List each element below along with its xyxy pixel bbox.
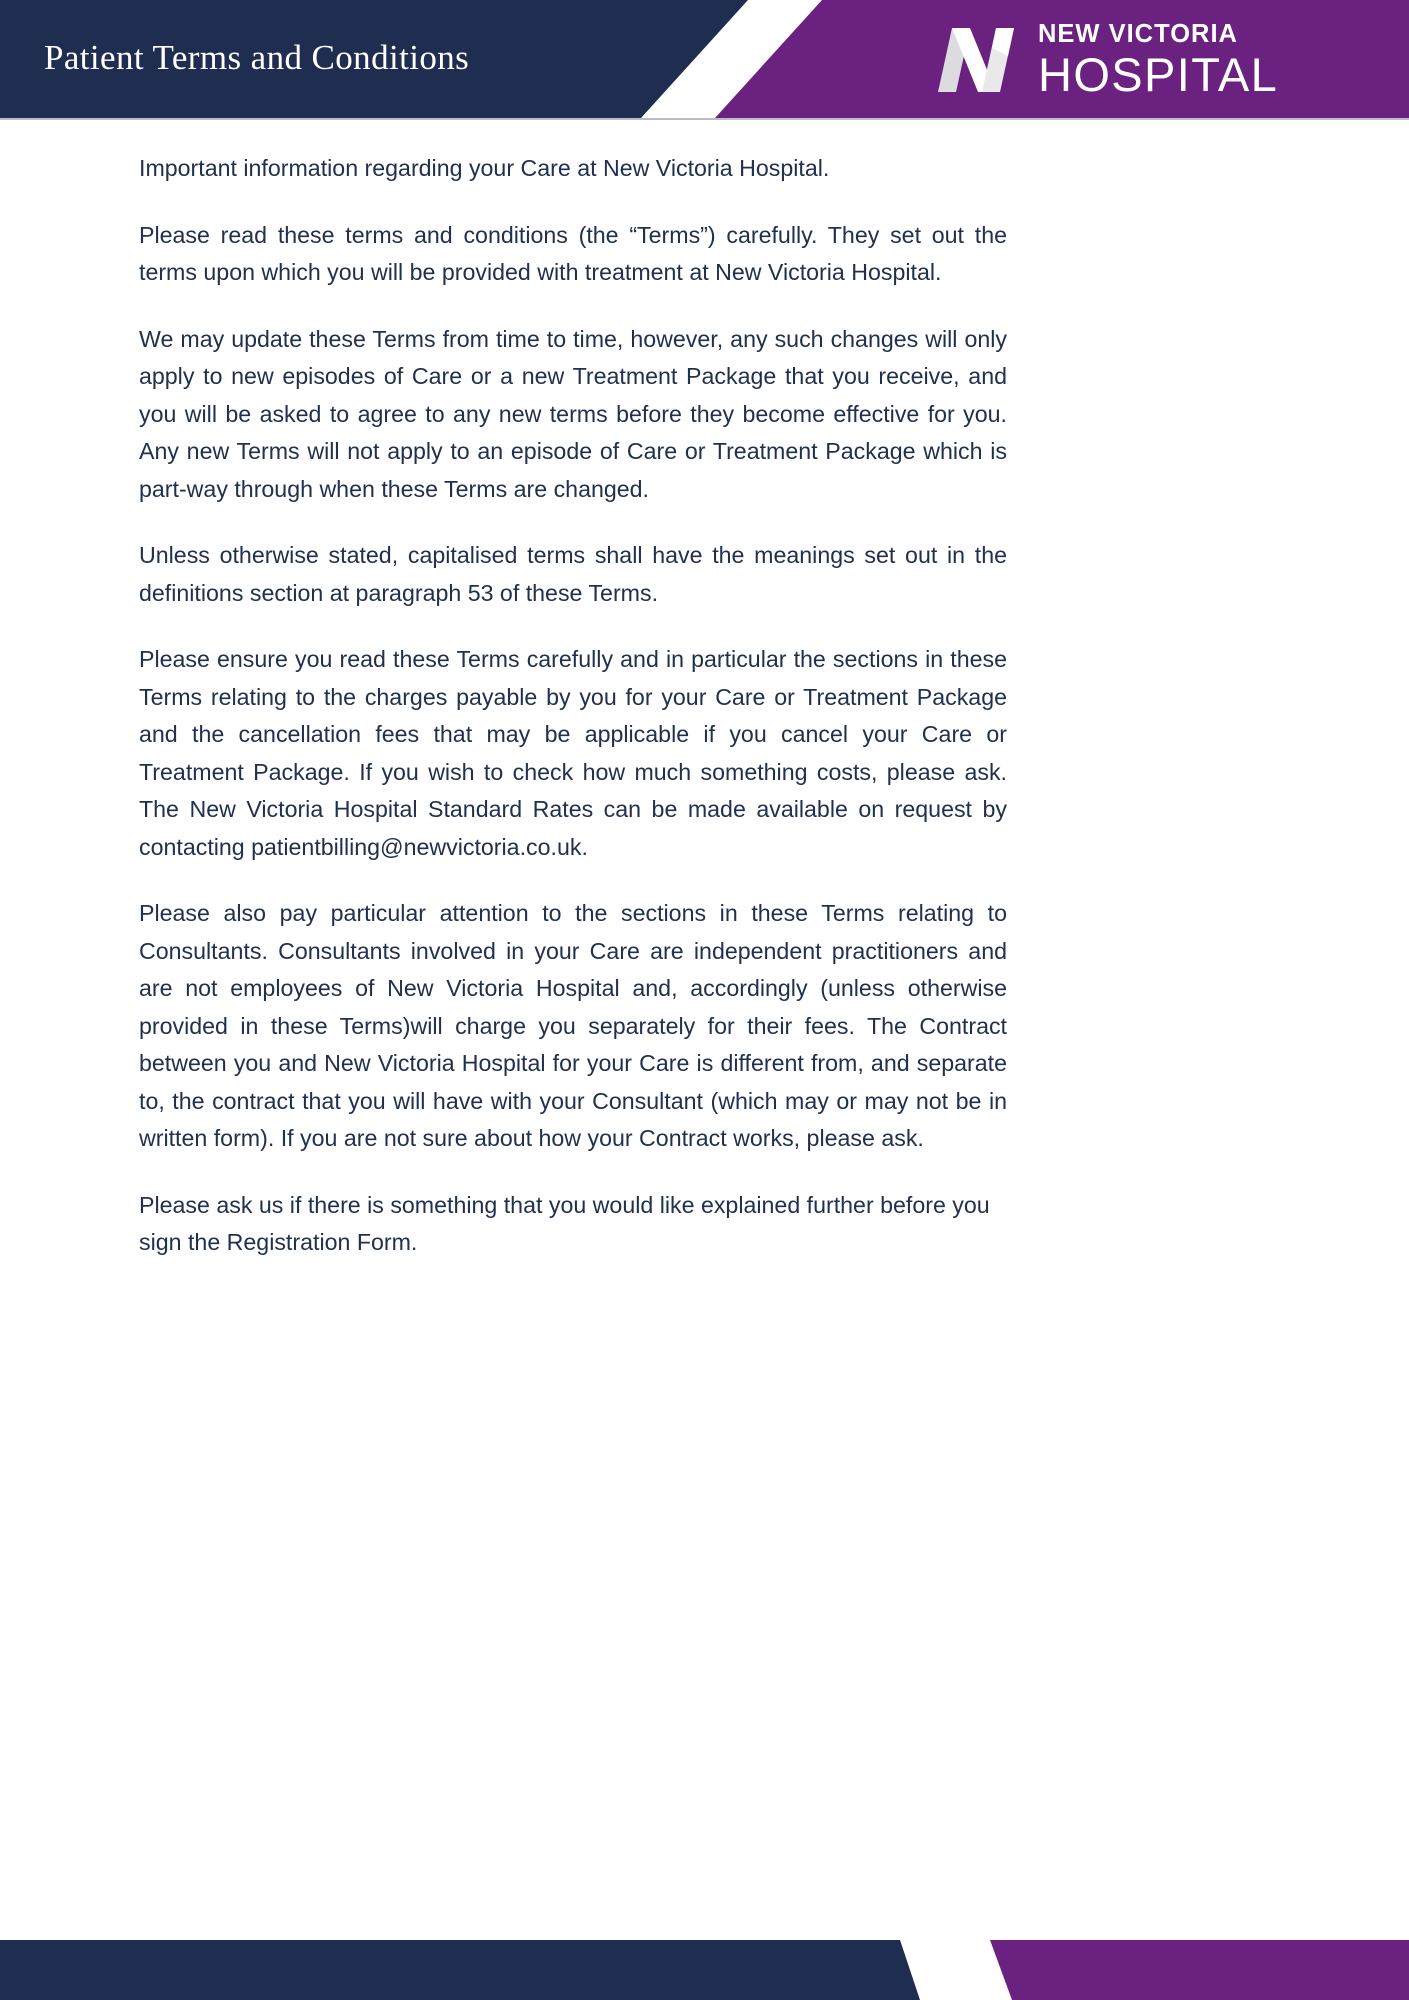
footer-background-shapes [0, 1920, 1409, 2000]
paragraph: Please ask us if there is something that you would like explained further before you sign the Registration Form. [139, 1191, 990, 1255]
paragraph: We may update these Terms from time to time, however, any such changes will only apply to new episodes of Care or a new Treatment Package that you receive, and you will be asked to agree to any new terms before they become effective for you. Any new Terms will not apply to an episode of Care or Treatment Package which is part-way through when these Terms are changed. [139, 325, 1007, 502]
footer-purple-shape [990, 1940, 1409, 2000]
brand-logo [930, 20, 1279, 101]
nv-monogram-icon [930, 22, 1018, 97]
paragraph: Unless otherwise stated, capitalised terms shall have the meanings set out in the definitions section at paragraph 53 of these Terms. [139, 542, 1007, 606]
brand-wordmark [1038, 20, 1279, 101]
footer-navy-shape [0, 1940, 920, 2000]
paragraph: Please read these terms and conditions (the “Terms”) carefully. They set out the terms upon which you will be provided with treatment at New Victoria Hospital. [139, 221, 1007, 285]
paragraph: Important information regarding your Care at New Victoria Hospital. [139, 155, 830, 181]
page-header [0, 0, 1409, 118]
document-content [139, 150, 1007, 1262]
paragraph: Please also pay particular attention to the sections in these Terms relating to Consultants. Consultants involved in your Care are independent practitioners and are not employees of New Victoria Hospital and, accordingly (unless otherwise provided in these Terms)will charge you separately for their fees. The Contract between you and New Victoria Hospital for your Care is different from, and separate to, the contract that you will have with your Consultant (which may or may not be in written form). If you are not sure about how your Contract works, please ask. [139, 900, 1007, 1151]
page-title: Patient Terms and Conditions [44, 38, 470, 77]
brand-line-2: HOSPITAL [1038, 47, 1279, 101]
header-divider [0, 118, 1409, 120]
paragraph-with-billing-email: Please ensure you read these Terms carefully and in particular the sections in these Terms relating to the charges payable by you for your Care or Treatment Package and the cancellation fees that may be applicable if you cancel your Care or Treatment Package. If you wish to check how much something costs, please ask. The New Victoria Hospital Standard Rates can be made available on request by contacting patientbilling@newvictoria.co.uk. [139, 646, 1007, 860]
page-footer [0, 1920, 1409, 2000]
brand-line-1: NEW VICTORIA [1038, 20, 1238, 48]
